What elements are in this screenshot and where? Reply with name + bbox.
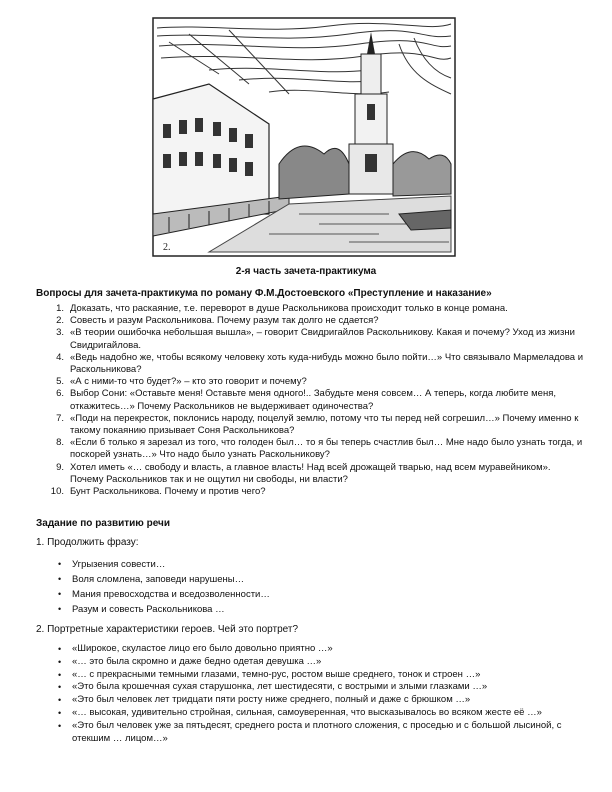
list-item: • «… это была скромно и даже бедно одетая девушка …» bbox=[58, 655, 322, 667]
list-item: • «Это был человек лет тридцати пяти росту ниже среднего, полный и даже с брюшком …» bbox=[58, 694, 471, 706]
bullet-icon: • bbox=[58, 695, 62, 706]
questions-heading: Вопросы для зачета-практикума по роману Ф.М.Достоевского «Преступление и наказание» bbox=[36, 288, 492, 299]
list-item: 3. «В теории ошибочка небольшая вышла», – говорит Свидригайлов Раскольникову. Какая и почему? Уход из жизни Свидригайлова. bbox=[56, 327, 575, 351]
list-item: 5. «А с ними-то что будет?» – кто это говорит и почему? bbox=[56, 376, 307, 388]
list-item: • Мания превосходства и вседозволенности… bbox=[58, 589, 270, 600]
list-item: 7. «Поди на перекресток, поклонись народу, поцелуй землю, потому что ты перед ней согрешил…» Почему именно к такому покаянию призывает Соня Раскольникова? bbox=[56, 412, 579, 437]
speech-task-title: Задание по развитию речи bbox=[36, 518, 170, 529]
bullet-icon: • bbox=[58, 604, 62, 614]
list-item: 2. Совесть и разум Раскольникова. Почему разум так долго не сдается? bbox=[56, 315, 379, 327]
bullet-icon: • bbox=[58, 707, 62, 718]
list-item: 9. Хотел иметь «… свободу и власть, а главное власть! Над всей дрожащей тварью, над всем муравейником». Почему Раскольников так и не ощутил ни свободы, ни власти? bbox=[56, 461, 551, 485]
list-item: 8. «Если б только я зарезал из того, что голоден был… то я бы теперь счастлив был… Мне надо было узнать тогда, и поскорей узнать…» Что надо было узнать Раскольникову? bbox=[56, 437, 583, 461]
list-item: • «… с прекрасными темными глазами, темно-рус, ростом выше среднего, тонок и строен …» bbox=[58, 668, 481, 680]
list-item: • Угрызения совести… bbox=[58, 559, 166, 570]
list-item: • «Это была крошечная сухая старушонка, лет шестидесяти, с вострыми и злыми глазками …» bbox=[58, 681, 488, 693]
list-item: 4. «Ведь надобно же, чтобы всякому человеку хоть куда-нибудь можно было пойти…» Что связывало Мармеладова и Раскольникова? bbox=[56, 351, 584, 376]
phrases-list bbox=[58, 557, 598, 617]
svg-text:2.: 2. bbox=[163, 242, 171, 253]
bullet-icon: • bbox=[58, 656, 62, 667]
bullet-icon: • bbox=[58, 644, 62, 654]
bullet-icon: • bbox=[58, 589, 62, 599]
subtitle: 2-я часть зачета-практикума bbox=[235, 266, 377, 277]
list-item: 10. Бунт Раскольникова. Почему и против чего? bbox=[50, 486, 266, 498]
list-item: 6. Выбор Сони: «Оставьте меня! Оставьте меня одного!.. Забудьте меня совсем… А теперь, когда любите меня, откажитесь…» Почему Раскольников не выдерживает одиночества? bbox=[56, 388, 556, 412]
bullet-icon: • bbox=[58, 669, 62, 680]
list-item: • Разум и совесть Раскольникова … bbox=[58, 604, 225, 615]
task-1: 1. Продолжить фразу: bbox=[36, 537, 139, 548]
questions-list bbox=[36, 303, 584, 498]
illustration-petersburg-canal bbox=[149, 14, 459, 262]
list-item: 1. Доказать, что раскаяние, т.е. переворот в душе Раскольникова происходит только в конце романа. bbox=[56, 303, 508, 314]
list-item: • «Это был человек уже за пятьдесят, среднего роста и плотного сложения, с проседью и с большой лысиной, с отекшим … лицом…» bbox=[58, 719, 562, 744]
portraits-list bbox=[58, 643, 598, 745]
bullet-icon: • bbox=[58, 720, 62, 731]
bullet-icon: • bbox=[58, 682, 62, 693]
task-2: 2. Портретные характеристики героев. Чей это портрет? bbox=[36, 624, 299, 635]
list-item: • Воля сломлена, заповеди нарушены… bbox=[58, 574, 245, 585]
list-item: • «… высокая, удивительно стройная, сильная, самоуверенная, что высказывалось во всяком жесте её …» bbox=[58, 706, 542, 718]
bullet-icon: • bbox=[58, 574, 62, 584]
list-item: • «Широкое, скуластое лицо его было довольно приятно …» bbox=[58, 643, 333, 654]
bullet-icon: • bbox=[58, 559, 62, 569]
